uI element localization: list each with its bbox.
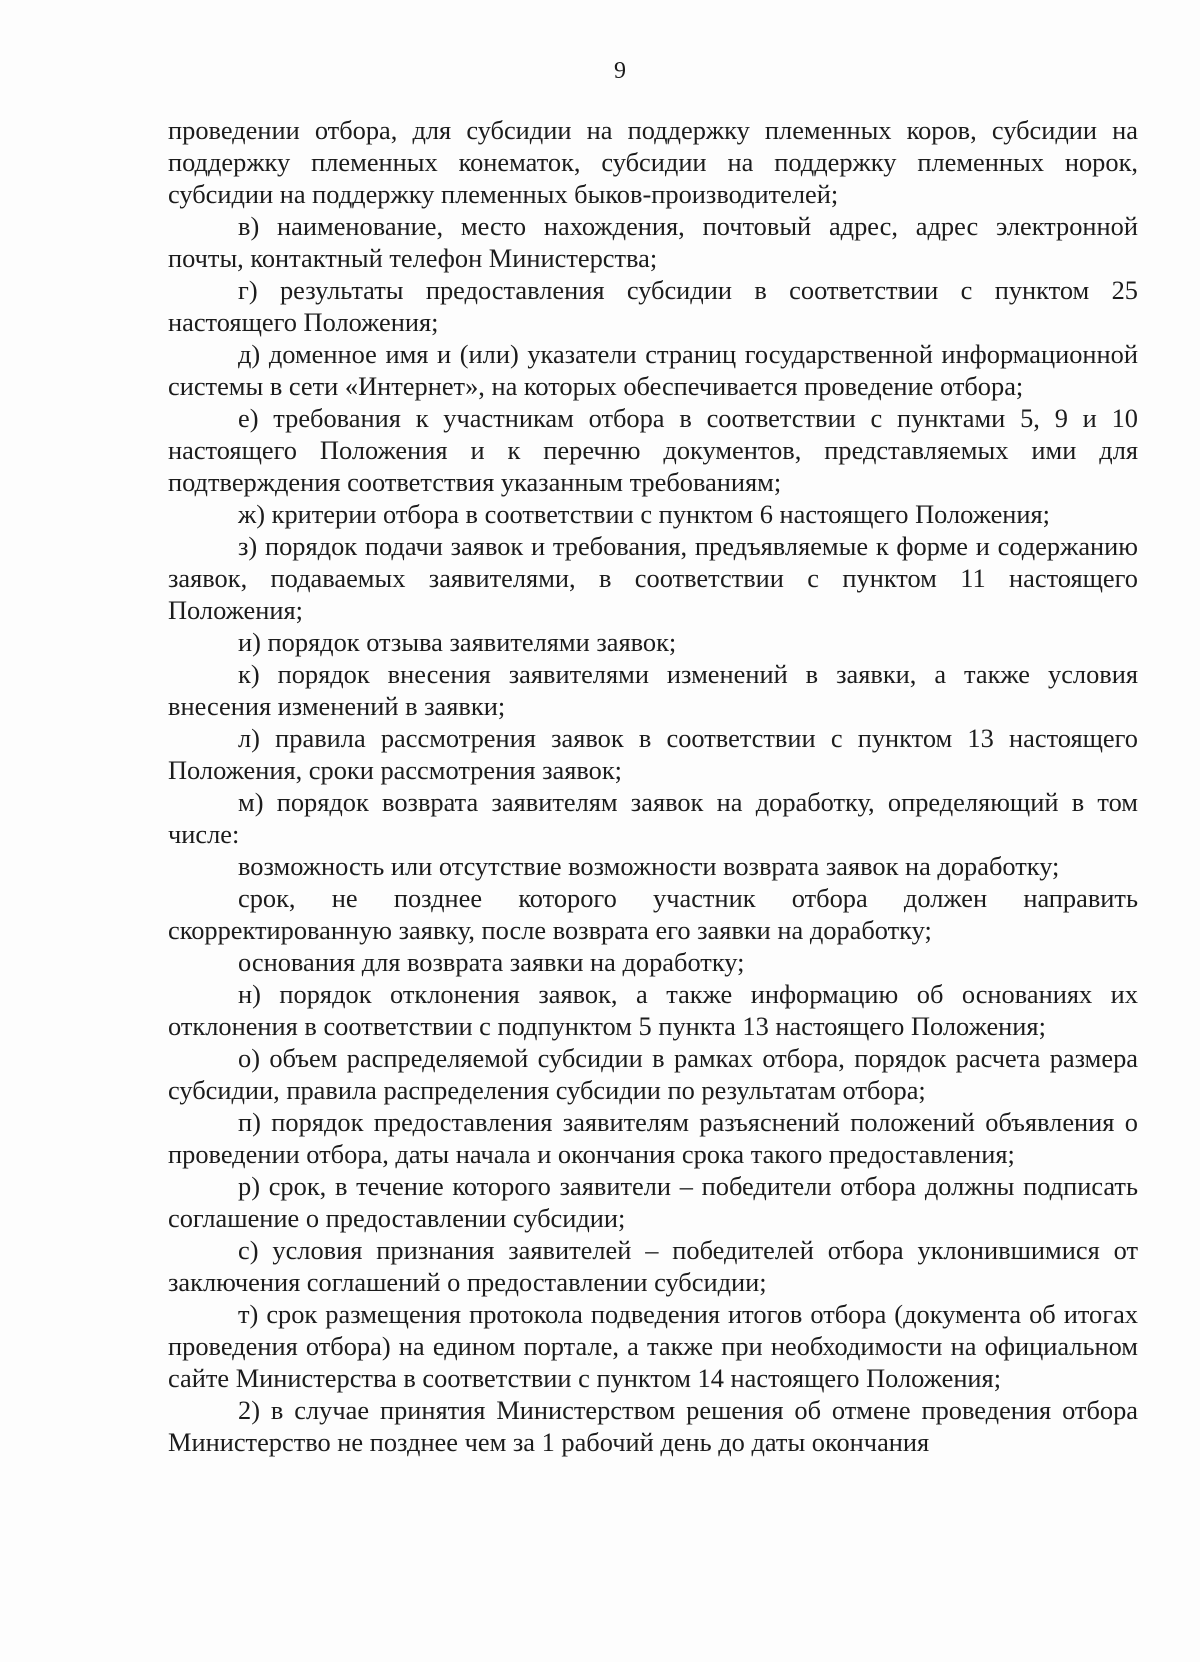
paragraph: 2) в случае принятия Министерством решения об отмене проведения отбора Министерство не позднее чем за 1 рабочий день до даты окончания <box>168 1395 1138 1457</box>
paragraph: с) условия признания заявителей – победителей отбора уклонившимися от заключения соглашений о предоставлении субсидии; <box>168 1235 1138 1297</box>
paragraph: д) доменное имя и (или) указатели страниц государственной информационной системы в сети «Интернет», на которых обеспечивается проведение отбора; <box>168 339 1138 401</box>
paragraph: т) срок размещения протокола подведения итогов отбора (документа об итогах проведения отбора) на едином портале, а также при необходимости на официальном сайте Министерства в соответствии с пунктом 14 настоящего Положения; <box>168 1299 1138 1393</box>
paragraph: з) порядок подачи заявок и требования, предъявляемые к форме и содержанию заявок, подаваемых заявителями, в соответствии с пунктом 11 настоящего Положения; <box>168 531 1138 625</box>
paragraph: г) результаты предоставления субсидии в соответствии с пунктом 25 настоящего Положения; <box>168 275 1138 337</box>
paragraph: о) объем распределяемой субсидии в рамках отбора, порядок расчета размера субсидии, правила распределения субсидии по результатам отбора; <box>168 1043 1138 1105</box>
paragraph: и) порядок отзыва заявителями заявок; <box>238 627 677 657</box>
paragraph: в) наименование, место нахождения, почтовый адрес, адрес электронной почты, контактный телефон Министерства; <box>168 211 1138 273</box>
page-number: 9 <box>614 58 626 84</box>
paragraph: п) порядок предоставления заявителям разъяснений положений объявления о проведении отбора, даты начала и окончания срока такого предоставления; <box>168 1107 1138 1169</box>
document-body <box>168 114 1138 1458</box>
paragraph: срок, не позднее которого участник отбора должен направить скорректированную заявку, после возврата его заявки на доработку; <box>168 883 1138 945</box>
paragraph: к) порядок внесения заявителями изменений в заявки, а также условия внесения изменений в заявки; <box>168 659 1138 721</box>
paragraph: л) правила рассмотрения заявок в соответствии с пунктом 13 настоящего Положения, сроки рассмотрения заявок; <box>168 723 1138 785</box>
paragraph: ж) критерии отбора в соответствии с пунктом 6 настоящего Положения; <box>238 499 1051 529</box>
paragraph: проведении отбора, для субсидии на поддержку племенных коров, субсидии на поддержку племенных конематок, субсидии на поддержку племенных норок, субсидии на поддержку племенных быков-производителей; <box>168 115 1138 209</box>
paragraph: е) требования к участникам отбора в соответствии с пунктами 5, 9 и 10 настоящего Положения и к перечню документов, представляемых ими для подтверждения соответствия указанным требованиям; <box>168 403 1138 497</box>
paragraph: р) срок, в течение которого заявители – победители отбора должны подписать соглашение о предоставлении субсидии; <box>168 1171 1138 1233</box>
paragraph: н) порядок отклонения заявок, а также информацию об основаниях их отклонения в соответствии с подпунктом 5 пункта 13 настоящего Положения; <box>168 979 1138 1041</box>
paragraph: возможность или отсутствие возможности возврата заявок на доработку; <box>238 851 1060 881</box>
paragraph: м) порядок возврата заявителям заявок на доработку, определяющий в том числе: <box>168 787 1138 849</box>
paragraph: основания для возврата заявки на доработку; <box>238 947 745 977</box>
